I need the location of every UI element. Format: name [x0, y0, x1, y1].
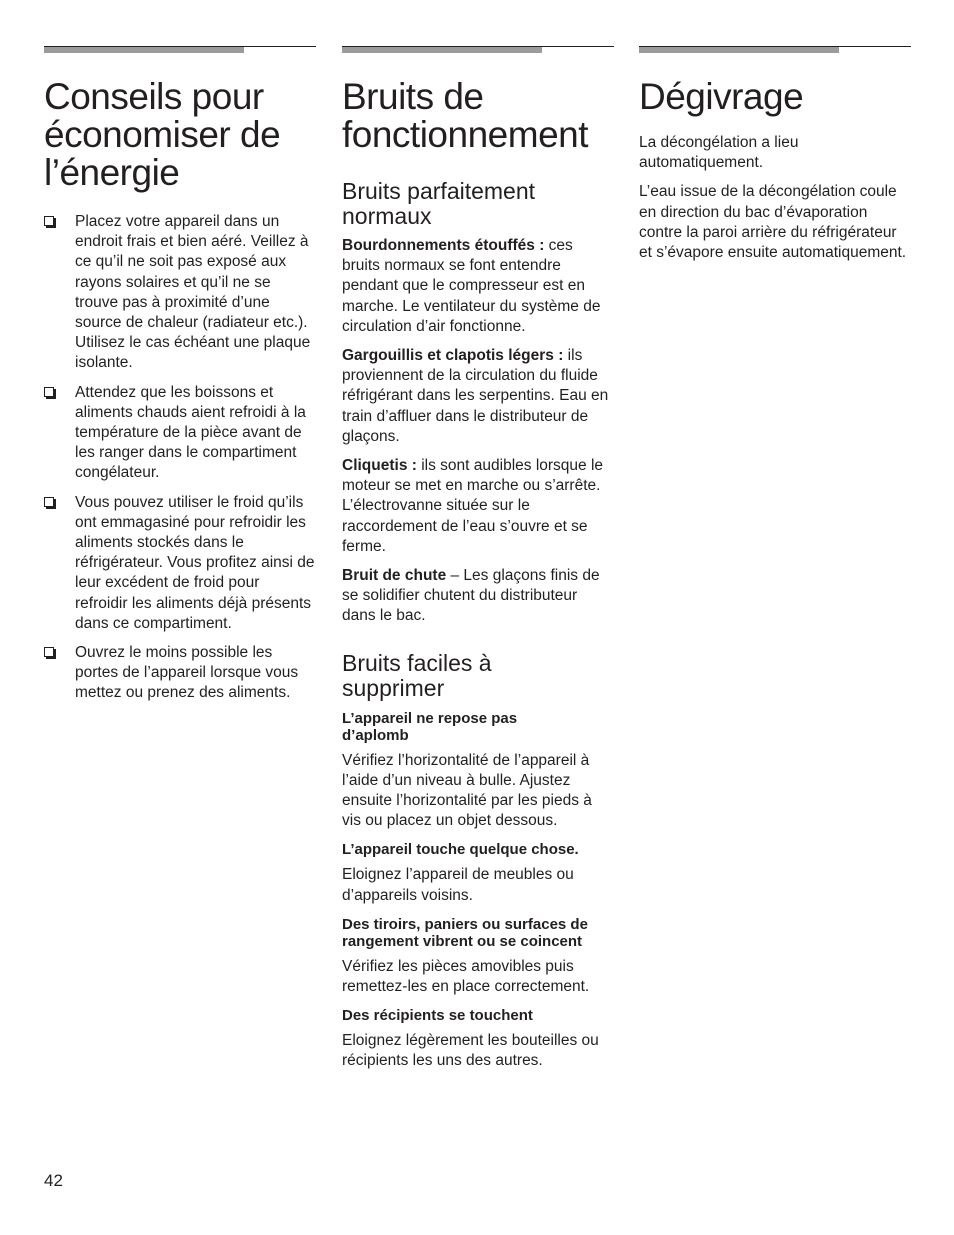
heading-operating-noises: Bruits de fonctionnement: [342, 76, 589, 155]
fixable-noise-text: Vérifiez l’horizontalité de l’appareil à l’aide d’un niveau à bulle. Ajustez ensuite l’horizontalité par les pieds à vis ou placez un objet dessous.: [342, 751, 592, 830]
page-number: 42: [44, 1171, 63, 1190]
noise-entry: [342, 456, 614, 557]
section-rule-bar: [44, 47, 244, 53]
list-item-text: Ouvrez le moins possible les portes de l’appareil lorsque vous mettez ou prenez des aliments.: [75, 644, 299, 702]
noise-entry-term: Cliquetis :: [342, 457, 417, 475]
checkbox-icon: [44, 387, 54, 397]
list-item-text: Vous pouvez utiliser le froid qu’ils ont emmagasiné pour refroidir les aliments stockés dans le réfrigérateur. Vous profitez ainsi de leur excédent de froid pour refroidir les aliments déjà présents dans ce compartiment.: [75, 493, 315, 632]
fixable-noise-title: Des tiroirs, paniers ou surfaces de rangement vibrent ou se coincent: [342, 915, 588, 950]
heading-defrosting: Dégivrage: [639, 76, 804, 117]
noise-entry-text: – Les glaçons finis de se solidifier chutent du distributeur dans le bac.: [342, 567, 600, 625]
noise-entry-term: Bourdonnements étouffés :: [342, 237, 545, 254]
list-item: [44, 643, 316, 704]
fixable-noise-title: L’appareil touche quelque chose.: [342, 841, 579, 859]
energy-tips-list: [44, 212, 316, 704]
section-rule: [639, 46, 911, 54]
noise-entry-text: ils proviennent de la circulation du fluide réfrigérant dans les serpentins. Eau en train d’affluer dans le distributeur de glaçons.: [342, 347, 609, 445]
fixable-noise-title: Des récipients se touchent: [342, 1007, 533, 1025]
noise-entry: [342, 566, 614, 627]
checkbox-icon: [44, 647, 54, 657]
fixable-noise-text: Vérifiez les pièces amovibles puis remettez-les en place correctement.: [342, 957, 590, 996]
defrost-paragraph: L’eau issue de la décongélation coule en direction du bac d’évaporation contre la paroi arrière du réfrigérateur et s’évapore ensuite automatiquement.: [639, 183, 907, 262]
defrost-paragraph: La décongélation a lieu automatiquement.: [639, 134, 799, 172]
list-item-text: Attendez que les boissons et aliments chauds aient refroidi à la température de la pièce avant de les ranger dans le compartiment congélateur.: [75, 383, 306, 482]
list-item: [44, 383, 316, 484]
subheading-fixable-noises: Bruits faciles à supprimer: [342, 649, 492, 701]
noise-entry-text: ces bruits normaux se font entendre pendant que le compresseur est en marche. Le ventilateur du système de circulation d’air fonctionne.: [342, 237, 601, 335]
noise-entry: [342, 346, 614, 447]
column-operating-noises: [342, 46, 614, 1072]
fixable-noise-title: L’appareil ne repose pas d’aplomb: [342, 709, 518, 744]
checkbox-icon: [44, 497, 54, 507]
section-rule-bar: [639, 47, 839, 53]
list-item: [44, 493, 316, 634]
section-rule: [44, 46, 316, 54]
list-item-text: Placez votre appareil dans un endroit frais et bien aéré. Veillez à ce qu’il ne soit pas exposé aux rayons solaires et qu’il ne se trouve pas à proximité d’une source de chaleur (radiateur etc.). Utilisez le cas échéant une plaque isolante.: [75, 213, 311, 372]
column-energy-tips: [44, 46, 316, 713]
checkbox-icon: [44, 216, 54, 226]
list-item: [44, 212, 316, 374]
column-defrosting: [639, 46, 911, 263]
subheading-normal-noises: Bruits parfaitement normaux: [342, 178, 536, 229]
noise-entry-term: Bruit de chute: [342, 567, 447, 585]
fixable-noise-text: Eloignez l’appareil de meubles ou d’appareils voisins.: [342, 866, 574, 904]
fixable-noise-text: Eloignez légèrement les bouteilles ou récipients les uns des autres.: [342, 1032, 599, 1070]
noise-entry-text: ils sont audibles lorsque le moteur se met en marche ou s’arrête. L’électrovanne située sur le raccordement de l’eau s’ouvre et se ferme.: [342, 457, 604, 555]
section-rule: [342, 46, 614, 54]
noise-entry: [342, 236, 614, 337]
noise-entry-term: Gargouillis et clapotis légers :: [342, 347, 564, 365]
section-rule-bar: [342, 47, 542, 53]
heading-energy-tips: Conseils pour économiser de l’énergie: [44, 76, 281, 193]
